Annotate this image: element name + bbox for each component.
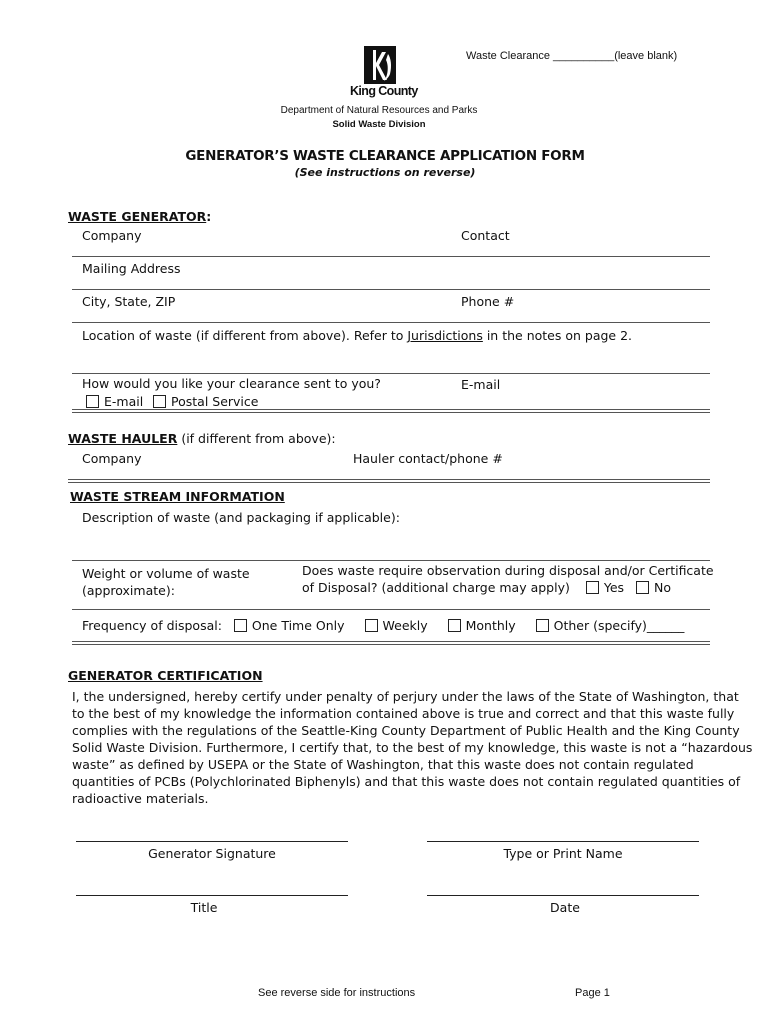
divider bbox=[72, 289, 710, 290]
hauler-contact-label: Hauler contact/phone # bbox=[353, 451, 503, 466]
print-name-line[interactable] bbox=[427, 841, 699, 842]
frequency-row bbox=[82, 617, 684, 634]
location-of-waste-label: Location of waste (if different from above). Refer to Jurisdictions in the notes on page 2. bbox=[82, 328, 632, 343]
footer-note: See reverse side for instructions bbox=[258, 987, 416, 999]
generator-signature-label: Generator Signature bbox=[148, 846, 276, 861]
frequency-label: Frequency of disposal: bbox=[82, 618, 222, 633]
observation-yes[interactable]: Yes bbox=[586, 580, 624, 595]
section-divider bbox=[68, 479, 710, 483]
divider bbox=[72, 256, 710, 257]
frequency-one-time[interactable]: One Time Only bbox=[234, 618, 345, 633]
form-subtitle: (See instructions on reverse) bbox=[294, 166, 476, 179]
divider bbox=[72, 373, 710, 374]
certification-line: waste” as defined by USEPA or the State of Washington, that this waste does not contain regulated bbox=[72, 757, 694, 772]
certification-heading: GENERATOR CERTIFICATION bbox=[68, 668, 263, 683]
waste-stream-heading: WASTE STREAM INFORMATION bbox=[70, 489, 285, 504]
certification-line: complies with the regulations of the Seattle-King County Department of Public Health and the King County bbox=[72, 723, 740, 738]
certification-line: radioactive materials. bbox=[72, 791, 209, 806]
waste-clearance-label: Waste Clearance __________(leave blank) bbox=[466, 50, 678, 62]
observation-question-line2: of Disposal? (additional charge may apply) Yes No bbox=[302, 580, 672, 595]
one-time-checkbox[interactable] bbox=[234, 619, 247, 632]
delivery-option-email[interactable]: E-mail bbox=[86, 393, 143, 410]
weight-volume-label: Weight or volume of waste (approximate): bbox=[82, 566, 250, 598]
weekly-checkbox[interactable] bbox=[365, 619, 378, 632]
section-divider bbox=[72, 641, 710, 645]
generator-email-label: E-mail bbox=[461, 377, 501, 392]
hauler-company-label: Company bbox=[82, 451, 142, 466]
delivery-option-postal[interactable]: Postal Service bbox=[153, 393, 258, 410]
form-title: GENERATOR’S WASTE CLEARANCE APPLICATION FORM bbox=[185, 148, 585, 164]
date-line[interactable] bbox=[427, 895, 699, 896]
email-checkbox[interactable] bbox=[86, 395, 99, 408]
other-checkbox[interactable] bbox=[536, 619, 549, 632]
mailing-address-label: Mailing Address bbox=[82, 261, 181, 276]
certification-text bbox=[72, 688, 753, 807]
frequency-monthly[interactable]: Monthly bbox=[448, 618, 516, 633]
divider bbox=[72, 609, 710, 610]
monthly-checkbox[interactable] bbox=[448, 619, 461, 632]
divider bbox=[72, 322, 710, 323]
phone-label: Phone # bbox=[461, 294, 515, 309]
observation-question: Does waste require observation during disposal and/or Certificate bbox=[302, 563, 714, 578]
certification-line: Solid Waste Division. Furthermore, I certify that, to the best of my knowledge, this waste is not a “hazardous bbox=[72, 740, 753, 755]
department-name: Department of Natural Resources and Parks bbox=[280, 105, 478, 116]
observation-no[interactable]: No bbox=[636, 580, 671, 595]
org-name: King County bbox=[350, 84, 418, 98]
generator-contact-label: Contact bbox=[461, 228, 510, 243]
yes-checkbox[interactable] bbox=[586, 581, 599, 594]
section-divider bbox=[72, 409, 710, 413]
clearance-delivery-question: How would you like your clearance sent to you? bbox=[82, 376, 381, 391]
page-number: Page 1 bbox=[575, 987, 610, 999]
title-label: Title bbox=[190, 900, 218, 915]
frequency-weekly[interactable]: Weekly bbox=[365, 618, 428, 633]
waste-generator-heading: WASTE GENERATOR: bbox=[68, 209, 212, 224]
certification-line: quantities of PCBs (Polychlorinated Biphenyls) and that this waste does not contain regulated quantities of bbox=[72, 774, 741, 789]
generator-company-label: Company bbox=[82, 228, 142, 243]
city-state-zip-label: City, State, ZIP bbox=[82, 294, 176, 309]
generator-signature-line[interactable] bbox=[76, 841, 348, 842]
print-name-label: Type or Print Name bbox=[503, 846, 623, 861]
waste-description-label: Description of waste (and packaging if applicable): bbox=[82, 510, 400, 525]
postal-service-checkbox[interactable] bbox=[153, 395, 166, 408]
certification-line: I, the undersigned, hereby certify under penalty of perjury under the laws of the State of Washington, that bbox=[72, 689, 739, 704]
title-line[interactable] bbox=[76, 895, 348, 896]
divider bbox=[72, 560, 710, 561]
date-label: Date bbox=[550, 900, 580, 915]
jurisdictions-link[interactable]: Jurisdictions bbox=[407, 328, 483, 343]
waste-hauler-heading: WASTE HAULER (if different from above): bbox=[68, 431, 336, 446]
king-county-logo-icon bbox=[364, 46, 396, 84]
certification-line: to the best of my knowledge the information contained above is true and correct and that this waste fully bbox=[72, 706, 735, 721]
no-checkbox[interactable] bbox=[636, 581, 649, 594]
frequency-other[interactable]: Other (specify)______ bbox=[536, 618, 685, 633]
division-name: Solid Waste Division bbox=[332, 119, 426, 130]
